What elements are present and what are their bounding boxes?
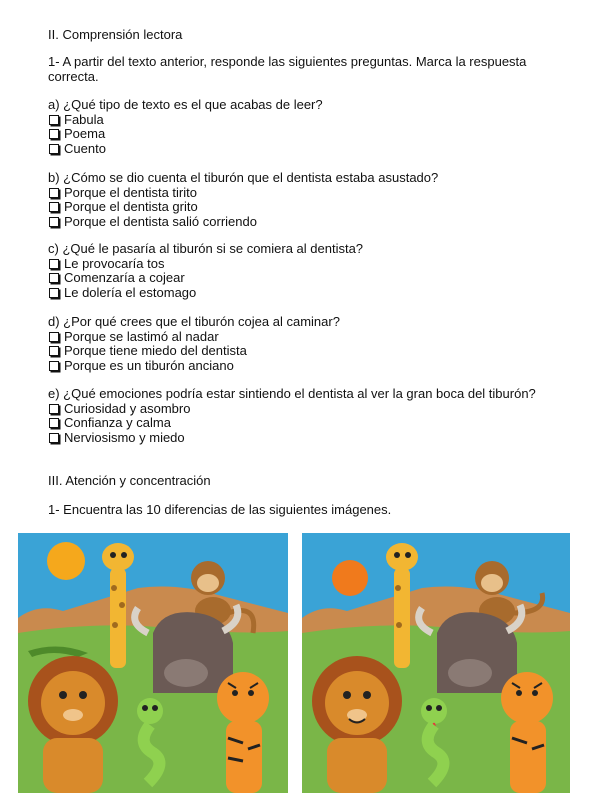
section-2-title: II. Comprensión lectora xyxy=(48,27,183,42)
option-b-3[interactable] xyxy=(48,215,438,230)
checkbox-icon[interactable] xyxy=(49,129,59,139)
option-label: Fabula xyxy=(64,111,104,127)
option-b-2[interactable] xyxy=(48,200,438,215)
instruction-line-1: 1- A partir del texto anterior, responde las siguientes preguntas. Marca la respuesta xyxy=(48,54,527,69)
checkbox-icon[interactable] xyxy=(49,202,59,212)
checkbox-icon[interactable] xyxy=(49,361,59,371)
option-a-3[interactable] xyxy=(48,142,323,157)
question-a xyxy=(48,98,323,156)
option-label: Porque es un tiburón anciano xyxy=(64,357,234,373)
option-d-3[interactable] xyxy=(48,359,340,374)
checkbox-icon[interactable] xyxy=(49,433,59,443)
checkbox-icon[interactable] xyxy=(49,404,59,414)
option-label: Porque el dentista salió corriendo xyxy=(64,213,257,229)
animals-picture-right xyxy=(302,533,570,793)
question-b xyxy=(48,171,438,229)
option-a-1[interactable] xyxy=(48,113,323,128)
option-label: Porque el dentista grito xyxy=(64,199,198,214)
option-label: Poema xyxy=(64,126,106,141)
option-label: Porque tiene miedo del dentista xyxy=(64,343,247,358)
option-d-1[interactable] xyxy=(48,330,340,345)
instruction-line-2: correcta. xyxy=(48,69,99,84)
option-a-2[interactable] xyxy=(48,127,323,142)
checkbox-icon[interactable] xyxy=(49,115,59,125)
option-d-2[interactable] xyxy=(48,344,340,359)
option-label: Le provocaría tos xyxy=(64,255,165,271)
question-d xyxy=(48,315,340,373)
option-c-3[interactable] xyxy=(48,286,363,301)
question-a-text: a) ¿Qué tipo de texto es el que acabas de leer? xyxy=(48,97,323,112)
option-label: Curiosidad y asombro xyxy=(64,400,191,416)
checkbox-icon[interactable] xyxy=(49,188,59,198)
checkbox-icon[interactable] xyxy=(49,418,59,428)
checkbox-icon[interactable] xyxy=(49,144,59,154)
option-b-1[interactable] xyxy=(48,186,438,201)
animals-scene-left xyxy=(18,533,288,793)
option-e-2[interactable] xyxy=(48,416,536,431)
animals-scene-right xyxy=(302,533,570,793)
option-label: Porque el dentista tirito xyxy=(64,184,197,200)
option-c-1[interactable] xyxy=(48,257,363,272)
question-d-text: d) ¿Por qué crees que el tiburón cojea al caminar? xyxy=(48,314,340,329)
checkbox-icon[interactable] xyxy=(49,288,59,298)
option-label: Confianza y calma xyxy=(64,415,171,430)
question-b-text: b) ¿Cómo se dio cuenta el tiburón que el dentista estaba asustado? xyxy=(48,170,439,185)
option-e-1[interactable] xyxy=(48,402,536,417)
option-label: Porque se lastimó al nadar xyxy=(64,328,219,344)
question-e xyxy=(48,387,536,445)
section-3-title: III. Atención y concentración xyxy=(48,473,211,488)
question-c xyxy=(48,242,363,300)
option-c-2[interactable] xyxy=(48,271,363,286)
option-e-3[interactable] xyxy=(48,431,536,446)
option-label: Nerviosismo y miedo xyxy=(64,429,185,445)
checkbox-icon[interactable] xyxy=(49,273,59,283)
option-label: Cuento xyxy=(64,140,106,156)
checkbox-icon[interactable] xyxy=(49,346,59,356)
section-3-instruction: 1- Encuentra las 10 diferencias de las siguientes imágenes. xyxy=(48,502,392,517)
checkbox-icon[interactable] xyxy=(49,217,59,227)
checkbox-icon[interactable] xyxy=(49,259,59,269)
checkbox-icon[interactable] xyxy=(49,332,59,342)
question-e-text: e) ¿Qué emociones podría estar sintiendo el dentista al ver la gran boca del tiburón? xyxy=(48,386,536,401)
animals-picture-left xyxy=(18,533,288,793)
question-c-text: c) ¿Qué le pasaría al tiburón si se comiera al dentista? xyxy=(48,241,364,256)
option-label: Le dolería el estomago xyxy=(64,284,197,300)
option-label: Comenzaría a cojear xyxy=(64,270,185,285)
